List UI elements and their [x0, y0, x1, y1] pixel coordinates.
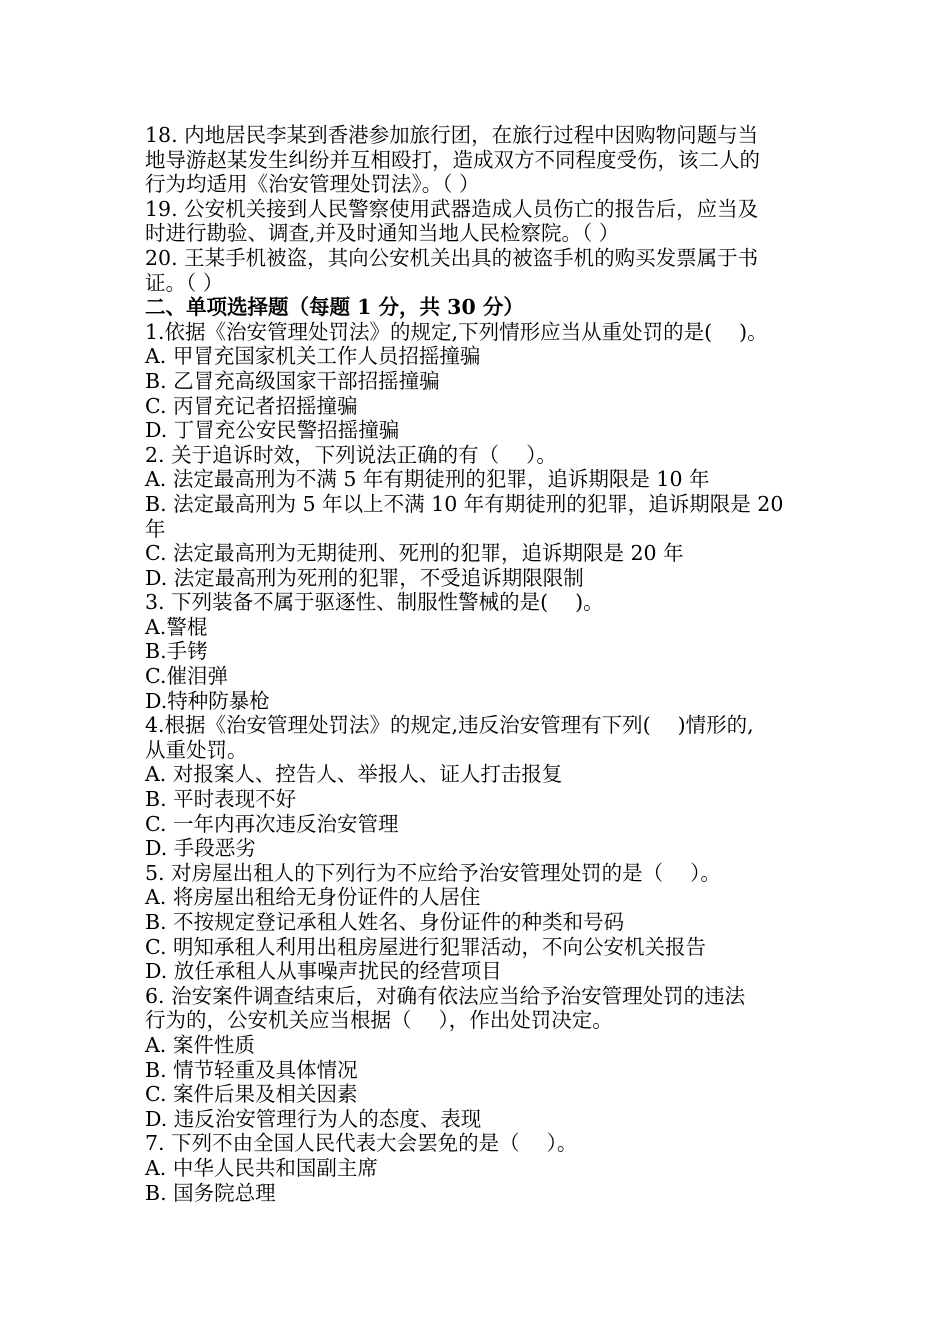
question [145, 984, 813, 1132]
item-text-line: 18. 内地居民李某到香港参加旅行团，在旅行过程中因购物问题与当 [145, 123, 759, 147]
answer-option: B. 不按规定登记承租人姓名、身份证件的种类和号码 [145, 910, 625, 934]
answer-option: A. 案件性质 [145, 1032, 255, 1057]
answer-option: C. 法定最高刑为无期徒刑、死刑的犯罪，追诉期限是 20 年 [145, 541, 684, 566]
answer-option: A. 对报案人、控告人、举报人、证人打击报复 [145, 762, 563, 787]
answer-option: D. 放任承租人从事噪声扰民的经营项目 [145, 959, 502, 984]
question-stem: 从重处罚。 [145, 737, 248, 762]
question [145, 320, 813, 443]
answer-option: C. 丙冒充记者招摇撞骗 [145, 393, 358, 418]
item-text-line: 行为均适用《治安管理处罚法》。（ ） [145, 172, 480, 197]
question-stem: 行为的，公安机关应当根据（ ），作出处罚决定。 [145, 1008, 613, 1033]
single-choice-questions [145, 320, 813, 1205]
question-stem: 5. 对房屋出租人的下列行为不应给予治安管理处罚的是（ ）。 [145, 860, 721, 885]
question [145, 861, 813, 984]
true-false-item [145, 197, 813, 246]
document-page [145, 123, 813, 1205]
item-text-line: 证。（ ） [145, 270, 224, 295]
question-stem: 7. 下列不由全国人民代表大会罢免的是（ ）。 [145, 1131, 578, 1156]
answer-option: C. 一年内再次违反治安管理 [145, 811, 399, 836]
item-text-line: 时进行勘验、调查,并及时通知当地人民检察院。（ ） [145, 221, 620, 246]
answer-option: B. 国务院总理 [145, 1180, 276, 1205]
answer-option: C. 案件后果及相关因素 [145, 1082, 358, 1107]
section-heading: 二、单项选择题（每题 1 分，共 30 分） [145, 295, 524, 320]
question-stem: 3. 下列装备不属于驱逐性、制服性警械的是( )。 [145, 590, 604, 615]
true-false-items [145, 123, 813, 295]
question [145, 1131, 813, 1205]
answer-option: C.催泪弹 [145, 664, 228, 689]
answer-option: A. 将房屋出租给无身份证件的人居住 [145, 885, 481, 910]
answer-option: B. 情节轻重及具体情况 [145, 1057, 358, 1082]
item-text-line: 地导游赵某发生纠纷并互相殴打，造成双方不同程度受伤，该二人的 [145, 147, 760, 172]
answer-option: D. 违反治安管理行为人的态度、表现 [145, 1106, 482, 1131]
answer-option: B.手铐 [145, 639, 208, 664]
item-text-line: 20. 王某手机被盗，其向公安机关出具的被盗手机的购买发票属于书 [145, 245, 759, 270]
answer-option: D.特种防暴枪 [145, 688, 270, 713]
question-stem: 1.依据《治安管理处罚法》的规定,下列情形应当从重处罚的是( )。 [145, 319, 768, 344]
answer-option: A. 中华人民共和国副主席 [145, 1155, 378, 1180]
question-stem: 4.根据《治安管理处罚法》的规定,违反治安管理有下列( )情形的, [145, 713, 754, 738]
answer-option: B. 法定最高刑为 5 年以上不满 10 年有期徒刑的犯罪，追诉期限是 20 [145, 491, 784, 516]
answer-option: C. 明知承租人利用出租房屋进行犯罪活动，不向公安机关报告 [145, 934, 706, 959]
true-false-item [145, 246, 813, 295]
answer-option: A. 法定最高刑为不满 5 年有期徒刑的犯罪，追诉期限是 10 年 [145, 467, 710, 492]
item-text-line: 19. 公安机关接到人民警察使用武器造成人员伤亡的报告后，应当及 [145, 196, 759, 221]
answer-option: B. 平时表现不好 [145, 787, 297, 812]
question [145, 443, 813, 591]
answer-option: 年 [145, 516, 166, 541]
true-false-item [145, 123, 813, 197]
question-stem: 2. 关于追诉时效，下列说法正确的有（ ）。 [145, 442, 557, 467]
question [145, 590, 813, 713]
answer-option: B. 乙冒充高级国家干部招摇撞骗 [145, 368, 440, 393]
answer-option: A.警棍 [145, 614, 208, 639]
question-stem: 6. 治安案件调查结束后，对确有依法应当给予治安管理处罚的违法 [145, 983, 746, 1008]
question [145, 713, 813, 861]
answer-option: D. 丁冒充公安民警招摇撞骗 [145, 418, 400, 443]
answer-option: A. 甲冒充国家机关工作人员招摇撞骗 [145, 344, 481, 369]
answer-option: D. 法定最高刑为死刑的犯罪，不受追诉期限限制 [145, 565, 584, 590]
answer-option: D. 手段恶劣 [145, 836, 256, 861]
